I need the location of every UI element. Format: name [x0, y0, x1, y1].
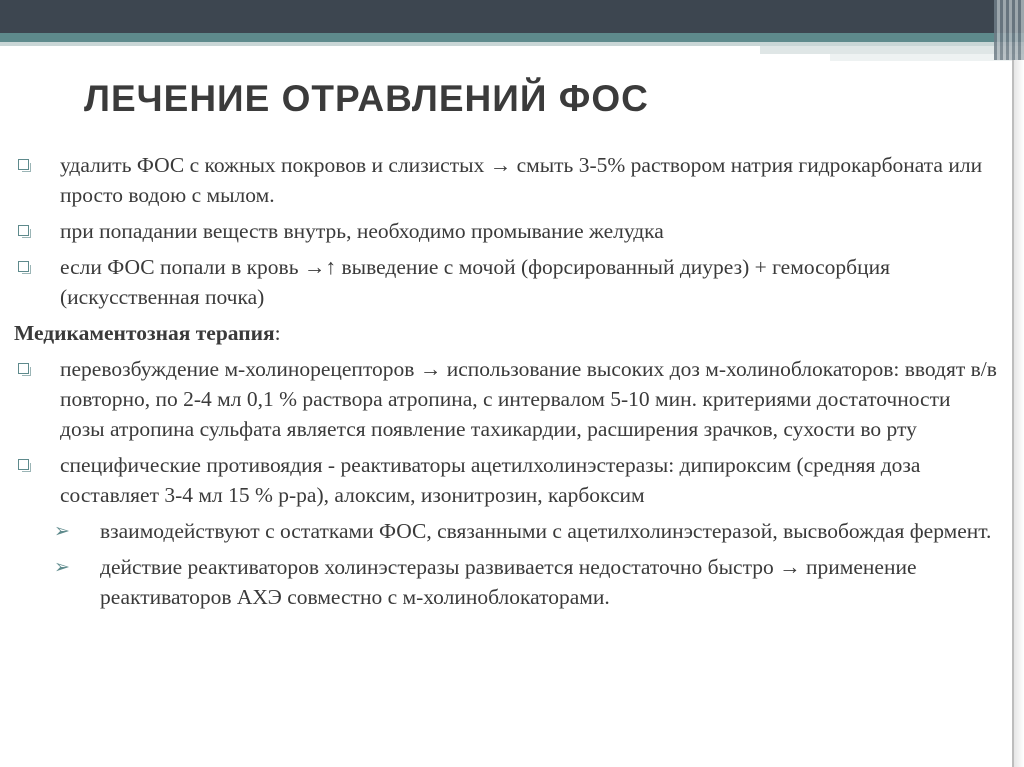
header-band-dark — [0, 0, 1024, 33]
arrowhead-bullet-icon: ➢ — [54, 520, 70, 542]
list-item — [14, 450, 999, 510]
right-border-shadow — [1014, 60, 1024, 767]
sub-list-item — [14, 516, 999, 546]
corner-stripes — [994, 0, 1024, 60]
square-checkbox-bullet-icon — [18, 159, 29, 170]
list-item-text: при попадании веществ внутрь, необходимо промывание желудка — [60, 219, 664, 243]
square-checkbox-bullet-icon — [18, 225, 29, 236]
sub-list-item — [14, 552, 999, 612]
header-band-accent-1 — [760, 46, 1024, 54]
slide-body — [14, 150, 999, 618]
square-checkbox-bullet-icon — [18, 261, 29, 272]
square-checkbox-bullet-icon — [18, 459, 29, 470]
drug-therapy-heading — [14, 318, 999, 348]
header-band-teal — [0, 33, 1024, 42]
list-item — [14, 252, 999, 312]
list-item — [14, 150, 999, 210]
list-item — [14, 354, 999, 444]
square-checkbox-bullet-icon — [18, 363, 29, 374]
list-item-text: специфические противоядия - реактиваторы ацетилхолинэстеразы: дипироксим (средняя доза составляет 3-4 мл 15 % р-ра), алоксим, изонитрозин, карбоксим — [60, 453, 921, 507]
sub-list-item-text: действие реактиваторов холинэстеразы развивается недостаточно быстро → применение реактиваторов АХЭ совместно с м-холиноблокаторами. — [100, 555, 917, 609]
arrowhead-bullet-icon: ➢ — [54, 556, 70, 578]
list-item-text: удалить ФОС с кожных покровов и слизистых → смыть 3-5% раствором натрия гидрокарбоната или просто водою с мылом. — [60, 153, 983, 207]
drug-therapy-heading-text: Медикаментозная терапия — [14, 321, 275, 345]
sub-list-item-text: взаимодействуют с остатками ФОС, связанными с ацетилхолинэстеразой, высвобождая фермент. — [100, 519, 992, 543]
drug-therapy-heading-colon: : — [274, 321, 281, 345]
slide-title: ЛЕЧЕНИЕ ОТРАВЛЕНИЙ ФОС — [84, 78, 649, 119]
list-item — [14, 216, 999, 246]
list-item-text: если ФОС попали в кровь →↑ выведение с мочой (форсированный диурез) + гемосорбция (искусственная почка) — [60, 255, 890, 309]
list-item-text: перевозбуждение м-холинорецепторов → использование высоких доз м-холиноблокаторов: вводят в/в повторно, по 2-4 мл 0,1 % раствора атропина, с интервалом 5-10 мин. критериями достаточности дозы атропина сульфата является появление тахикардии, расширения зрачков, сухости во рту — [60, 357, 997, 441]
